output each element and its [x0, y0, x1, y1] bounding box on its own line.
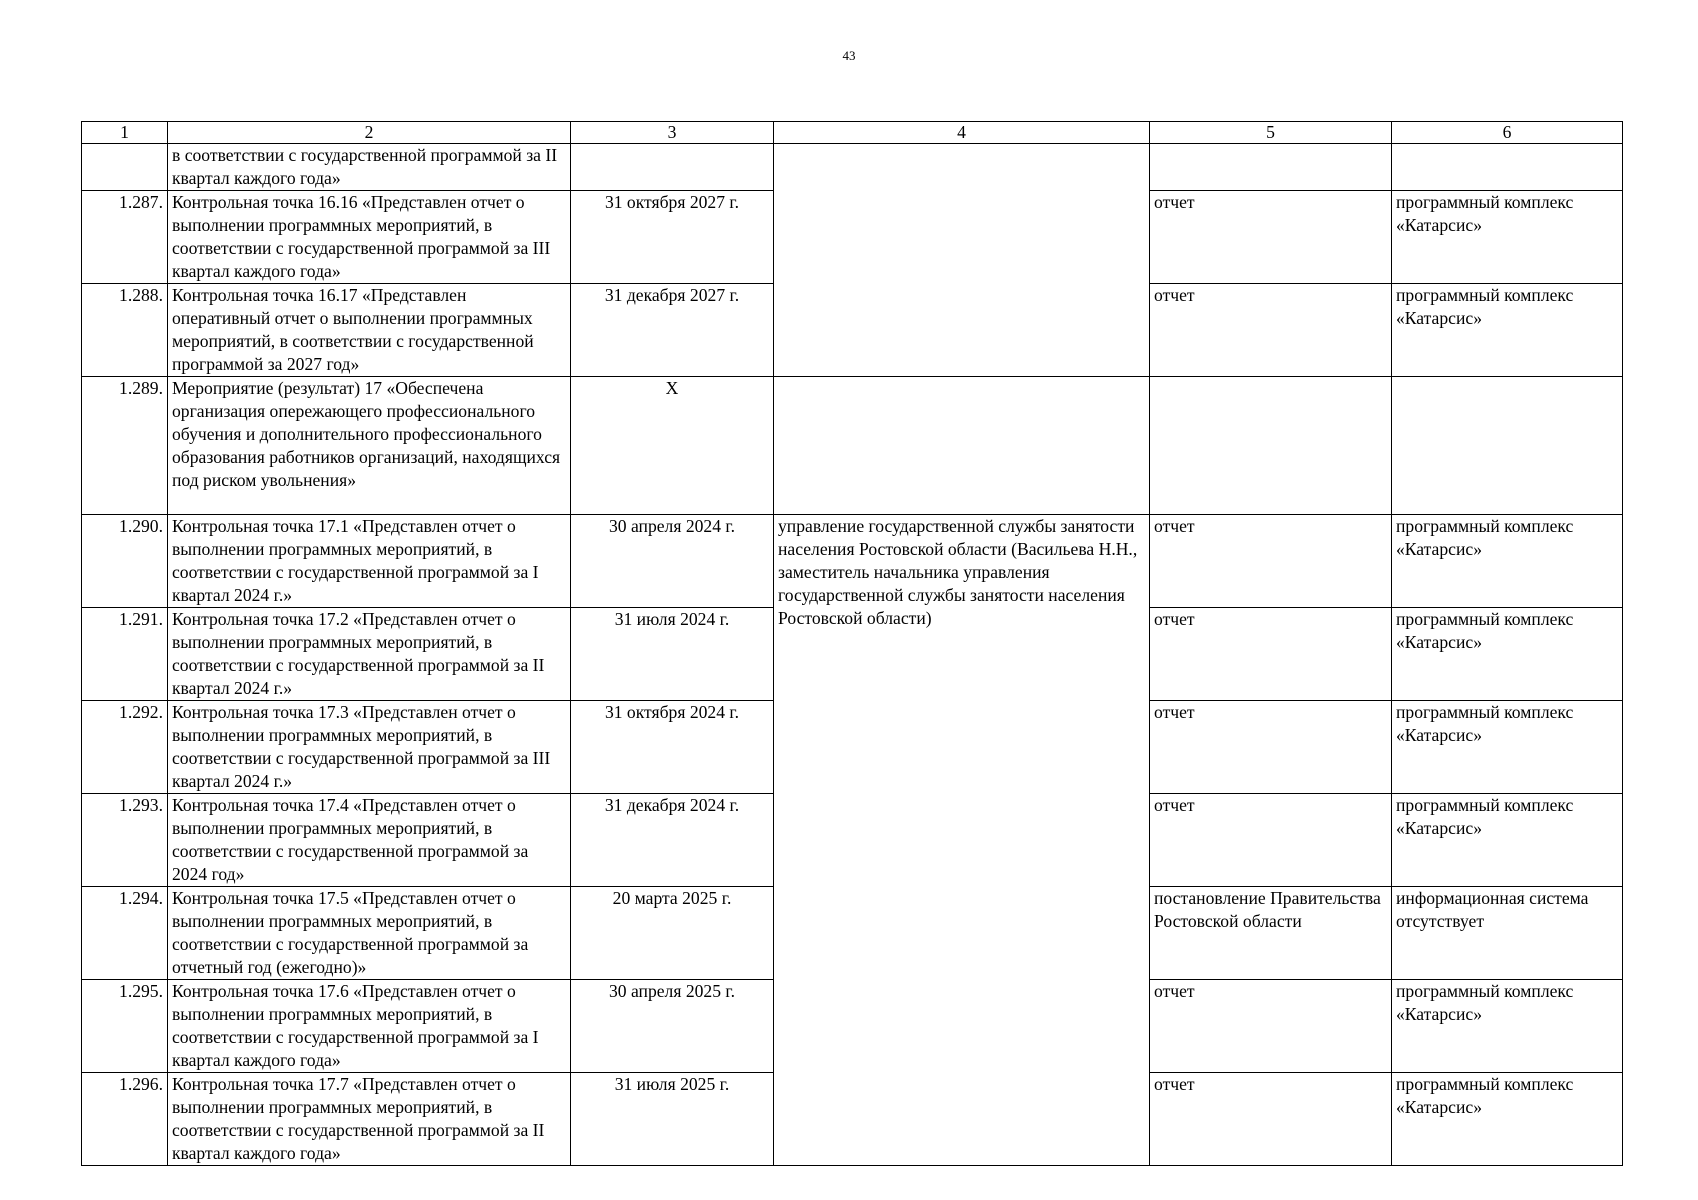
- responsible-empty: [774, 144, 1150, 377]
- row-number: 1.296.: [82, 1073, 168, 1166]
- information-system: программный комплекс «Катарсис»: [1392, 980, 1623, 1073]
- column-header-2: 2: [168, 122, 571, 144]
- document-type: постановление Правительства Ростовской области: [1150, 887, 1392, 980]
- document-type: отчет: [1150, 701, 1392, 794]
- document-type: отчет: [1150, 794, 1392, 887]
- event-name: Контрольная точка 17.5 «Представлен отчет о выполнении программных мероприятий, в соответствии с государственной программой за отчетный год (ежегодно)»: [168, 887, 571, 980]
- document-type: отчет: [1150, 515, 1392, 608]
- document-type: [1150, 377, 1392, 515]
- information-system: информационная система отсутствует: [1392, 887, 1623, 980]
- row-number: 1.294.: [82, 887, 168, 980]
- information-system: [1392, 144, 1623, 191]
- responsible-empty: [774, 377, 1150, 515]
- document-type: отчет: [1150, 980, 1392, 1073]
- document-type: [1150, 144, 1392, 191]
- information-system: программный комплекс «Катарсис»: [1392, 608, 1623, 701]
- column-header-6: 6: [1392, 122, 1623, 144]
- event-name: Контрольная точка 16.17 «Представлен оперативный отчет о выполнении программных мероприятий, в соответствии с государственной программой за 2027 год»: [168, 284, 571, 377]
- deadline-date: 30 апреля 2025 г.: [571, 980, 774, 1073]
- information-system: [1392, 377, 1623, 515]
- header-row: [82, 122, 1623, 144]
- deadline-date: 31 октября 2027 г.: [571, 191, 774, 284]
- deadline-date: 31 декабря 2027 г.: [571, 284, 774, 377]
- column-header-1: 1: [82, 122, 168, 144]
- deadline-date: 31 октября 2024 г.: [571, 701, 774, 794]
- deadline-date: 30 апреля 2024 г.: [571, 515, 774, 608]
- row-number: 1.291.: [82, 608, 168, 701]
- deadline-date: 31 декабря 2024 г.: [571, 794, 774, 887]
- event-name: Мероприятие (результат) 17 «Обеспечена организация опережающего профессионального обучения и дополнительного профессионального образования работников организаций, находящихся под риском увольнения»: [168, 377, 571, 515]
- column-header-4: 4: [774, 122, 1150, 144]
- row-number: [82, 144, 168, 191]
- deadline-date: [571, 144, 774, 191]
- row-number: 1.288.: [82, 284, 168, 377]
- row-number: 1.295.: [82, 980, 168, 1073]
- deadline-date: 31 июля 2024 г.: [571, 608, 774, 701]
- information-system: программный комплекс «Катарсис»: [1392, 794, 1623, 887]
- page-number: 43: [842, 48, 856, 63]
- document-type: отчет: [1150, 608, 1392, 701]
- event-name: Контрольная точка 17.3 «Представлен отчет о выполнении программных мероприятий, в соответствии с государственной программой за III квартал 2024 г.»: [168, 701, 571, 794]
- document-type: отчет: [1150, 284, 1392, 377]
- document-type: отчет: [1150, 191, 1392, 284]
- deadline-date: 20 марта 2025 г.: [571, 887, 774, 980]
- table-row: [82, 144, 1623, 191]
- deadline-date: Х: [571, 377, 774, 515]
- row-number: 1.293.: [82, 794, 168, 887]
- information-system: программный комплекс «Катарсис»: [1392, 191, 1623, 284]
- information-system: программный комплекс «Катарсис»: [1392, 515, 1623, 608]
- deadline-date: 31 июля 2025 г.: [571, 1073, 774, 1166]
- row-number: 1.290.: [82, 515, 168, 608]
- event-name: Контрольная точка 17.4 «Представлен отчет о выполнении программных мероприятий, в соответствии с государственной программой за 2024 год»: [168, 794, 571, 887]
- responsible-executor: управление государственной службы занятости населения Ростовской области (Васильева Н.Н., заместитель начальника управления государственной службы занятости населения Ростовской области): [774, 515, 1150, 1166]
- document-type: отчет: [1150, 1073, 1392, 1166]
- information-system: программный комплекс «Катарсис»: [1392, 1073, 1623, 1166]
- table-row: [82, 377, 1623, 515]
- control-points-table: [81, 121, 1623, 1166]
- event-name: Контрольная точка 17.2 «Представлен отчет о выполнении программных мероприятий, в соответствии с государственной программой за II квартал 2024 г.»: [168, 608, 571, 701]
- event-name: Контрольная точка 17.7 «Представлен отчет о выполнении программных мероприятий, в соответствии с государственной программой за II квартал каждого года»: [168, 1073, 571, 1166]
- information-system: программный комплекс «Катарсис»: [1392, 284, 1623, 377]
- event-name: Контрольная точка 17.6 «Представлен отчет о выполнении программных мероприятий, в соответствии с государственной программой за I квартал каждого года»: [168, 980, 571, 1073]
- event-name: Контрольная точка 16.16 «Представлен отчет о выполнении программных мероприятий, в соответствии с государственной программой за III квартал каждого года»: [168, 191, 571, 284]
- column-header-5: 5: [1150, 122, 1392, 144]
- column-header-3: 3: [571, 122, 774, 144]
- table-row: [82, 515, 1623, 608]
- row-number: 1.292.: [82, 701, 168, 794]
- information-system: программный комплекс «Катарсис»: [1392, 701, 1623, 794]
- row-number: 1.289.: [82, 377, 168, 515]
- event-name: в соответствии с государственной программой за II квартал каждого года»: [168, 144, 571, 191]
- event-name: Контрольная точка 17.1 «Представлен отчет о выполнении программных мероприятий, в соответствии с государственной программой за I квартал 2024 г.»: [168, 515, 571, 608]
- row-number: 1.287.: [82, 191, 168, 284]
